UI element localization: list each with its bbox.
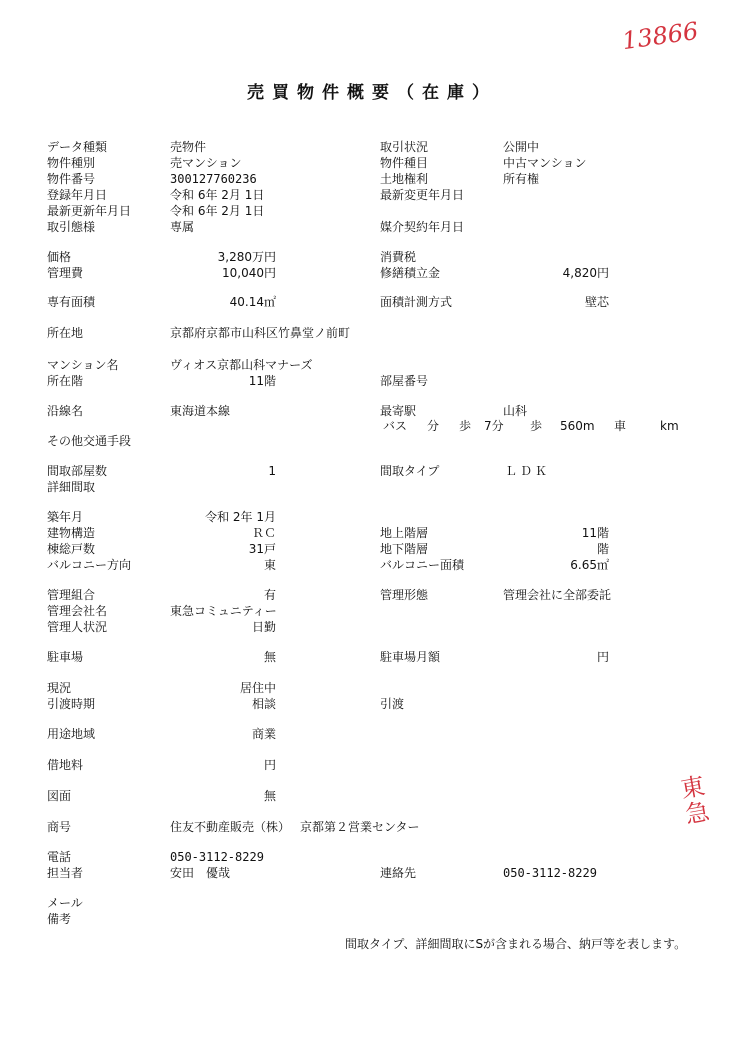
label-handover-timing: 引渡時期 <box>47 697 96 711</box>
value-balcony-direction: 東 <box>263 558 276 572</box>
value-person-in-charge: 安田 優哉 <box>170 866 231 880</box>
label-email: メール <box>47 896 83 910</box>
label-brokerage-date: 媒介契約年月日 <box>380 220 465 234</box>
value-phone: 050-3112-8229 <box>170 850 264 864</box>
label-repair-reserve: 修繕積立金 <box>380 266 441 280</box>
label-mansion-name: マンション名 <box>47 358 119 372</box>
value-last-updated: 令和 6年 2月 1日 <box>170 204 265 218</box>
label-trade-name: 商号 <box>47 820 72 834</box>
label-management-fee: 管理費 <box>47 266 84 280</box>
access-distance: 560m <box>560 419 595 433</box>
value-repair-reserve: 4,820円 <box>562 266 609 280</box>
value-land-lease-fee: 円 <box>263 758 276 772</box>
value-property-number: 300127760236 <box>170 172 257 186</box>
label-layout-type: 間取タイプ <box>380 464 440 478</box>
footnote: 間取タイプ、詳細間取にSが含まれる場合、納戸等を表します。 <box>345 937 687 951</box>
value-drawings: 無 <box>263 789 276 803</box>
label-balcony-area: バルコニー面積 <box>380 558 465 572</box>
label-zoning: 用途地域 <box>47 727 96 741</box>
access-walk-min: 7分 <box>484 419 504 433</box>
label-land-rights: 土地権利 <box>380 172 429 186</box>
label-room-details: 詳細間取 <box>47 480 96 494</box>
label-location: 所在地 <box>47 326 84 340</box>
label-nearest-station: 最寄駅 <box>380 404 417 418</box>
label-floors-above: 地上階層 <box>380 526 429 540</box>
access-bus: バス <box>383 419 408 433</box>
label-data-type: データ種類 <box>47 140 108 154</box>
value-parking-fee: 円 <box>596 650 609 664</box>
label-contact: 連絡先 <box>380 866 417 880</box>
label-last-updated: 最新更新年月日 <box>47 204 132 218</box>
value-built-date: 令和 2年 1月 <box>205 510 276 524</box>
label-floors-below: 地下階層 <box>380 542 429 556</box>
label-total-units: 棟総戸数 <box>47 542 96 556</box>
value-area-measurement: 壁芯 <box>584 295 609 309</box>
value-contact: 050-3112-8229 <box>503 866 597 880</box>
label-transaction-status: 取引状況 <box>380 140 429 154</box>
label-rooms: 間取部屋数 <box>47 464 108 478</box>
label-other-transport: その他交通手段 <box>47 434 132 448</box>
label-price: 価格 <box>47 250 72 264</box>
label-property-item: 物件種目 <box>380 156 429 170</box>
access-bus-min: 分 <box>427 419 440 433</box>
value-structure: ＲＣ <box>251 526 276 540</box>
handwritten-number: 13866 <box>620 16 700 56</box>
access-walk-2: 歩 <box>530 419 543 433</box>
value-layout-type: ＬＤＫ <box>505 464 551 478</box>
label-room-number: 部屋番号 <box>380 374 429 388</box>
value-railway-line: 東海道本線 <box>170 404 231 418</box>
label-management-type: 管理形態 <box>380 588 429 602</box>
label-manager-status: 管理人状況 <box>47 620 108 634</box>
value-floor-area: 40.14㎡ <box>229 295 276 309</box>
label-floor: 所在階 <box>47 374 84 388</box>
value-current-status: 居住中 <box>239 681 276 695</box>
value-data-type: 売物件 <box>170 140 207 154</box>
handwritten-mark: 東急 <box>678 771 712 830</box>
value-balcony-area: 6.65㎡ <box>570 558 609 572</box>
label-property-category: 物件種別 <box>47 156 96 170</box>
value-location: 京都府京都市山科区竹鼻堂ノ前町 <box>170 326 351 340</box>
page-title: 売買物件概要（在庫） <box>247 83 497 103</box>
label-transaction-type: 取引態様 <box>47 220 96 234</box>
value-property-item: 中古マンション <box>503 156 587 170</box>
value-property-category: 売マンション <box>170 156 242 170</box>
label-parking-fee: 駐車場月額 <box>380 650 441 664</box>
value-floors-below: 階 <box>596 542 609 556</box>
label-phone: 電話 <box>47 850 72 864</box>
label-area-measurement: 面積計測方式 <box>380 295 453 309</box>
label-management-association: 管理組合 <box>47 588 96 602</box>
label-property-number: 物件番号 <box>47 172 96 186</box>
label-person-in-charge: 担当者 <box>47 866 84 880</box>
value-trade-name: 住友不動産販売（株） <box>170 820 291 834</box>
label-current-status: 現況 <box>47 681 72 695</box>
value-trade-branch: 京都第２営業センター <box>300 820 420 834</box>
value-management-association: 有 <box>263 588 276 602</box>
value-total-units: 31戸 <box>248 542 276 556</box>
label-consumption-tax: 消費税 <box>380 250 417 264</box>
access-walk-1: 歩 <box>459 419 472 433</box>
label-structure: 建物構造 <box>47 526 96 540</box>
label-handover: 引渡 <box>380 697 405 711</box>
value-nearest-station: 山科 <box>503 404 528 418</box>
value-floors-above: 11階 <box>581 526 609 540</box>
value-management-type: 管理会社に全部委託 <box>503 588 612 602</box>
value-management-fee: 10,040円 <box>222 266 276 280</box>
label-remarks: 備考 <box>47 912 72 926</box>
label-management-company: 管理会社名 <box>47 604 108 618</box>
label-last-changed: 最新変更年月日 <box>380 188 465 202</box>
label-parking: 駐車場 <box>47 650 84 664</box>
value-mansion-name: ヴィオス京都山科マナーズ <box>170 358 313 372</box>
value-registered-date: 令和 6年 2月 1日 <box>170 188 265 202</box>
value-floor: 11階 <box>248 374 276 388</box>
label-land-lease-fee: 借地料 <box>47 758 84 772</box>
label-registered-date: 登録年月日 <box>47 188 108 202</box>
value-zoning: 商業 <box>251 727 276 741</box>
label-railway-line: 沿線名 <box>47 404 84 418</box>
label-floor-area: 専有面積 <box>47 295 96 309</box>
label-balcony-direction: バルコニー方向 <box>47 558 132 572</box>
value-transaction-type: 専属 <box>170 220 195 234</box>
value-land-rights: 所有権 <box>503 172 540 186</box>
value-manager-status: 日勤 <box>251 620 276 634</box>
value-rooms: 1 <box>268 464 276 478</box>
value-transaction-status: 公開中 <box>503 140 540 154</box>
label-drawings: 図面 <box>47 789 72 803</box>
label-built-date: 築年月 <box>47 510 84 524</box>
access-km: km <box>660 419 679 433</box>
value-handover-timing: 相談 <box>251 697 276 711</box>
value-parking: 無 <box>263 650 276 664</box>
value-management-company: 東急コミュニティー <box>170 604 277 618</box>
value-price: 3,280万円 <box>217 250 276 264</box>
access-car: 車 <box>614 419 627 433</box>
